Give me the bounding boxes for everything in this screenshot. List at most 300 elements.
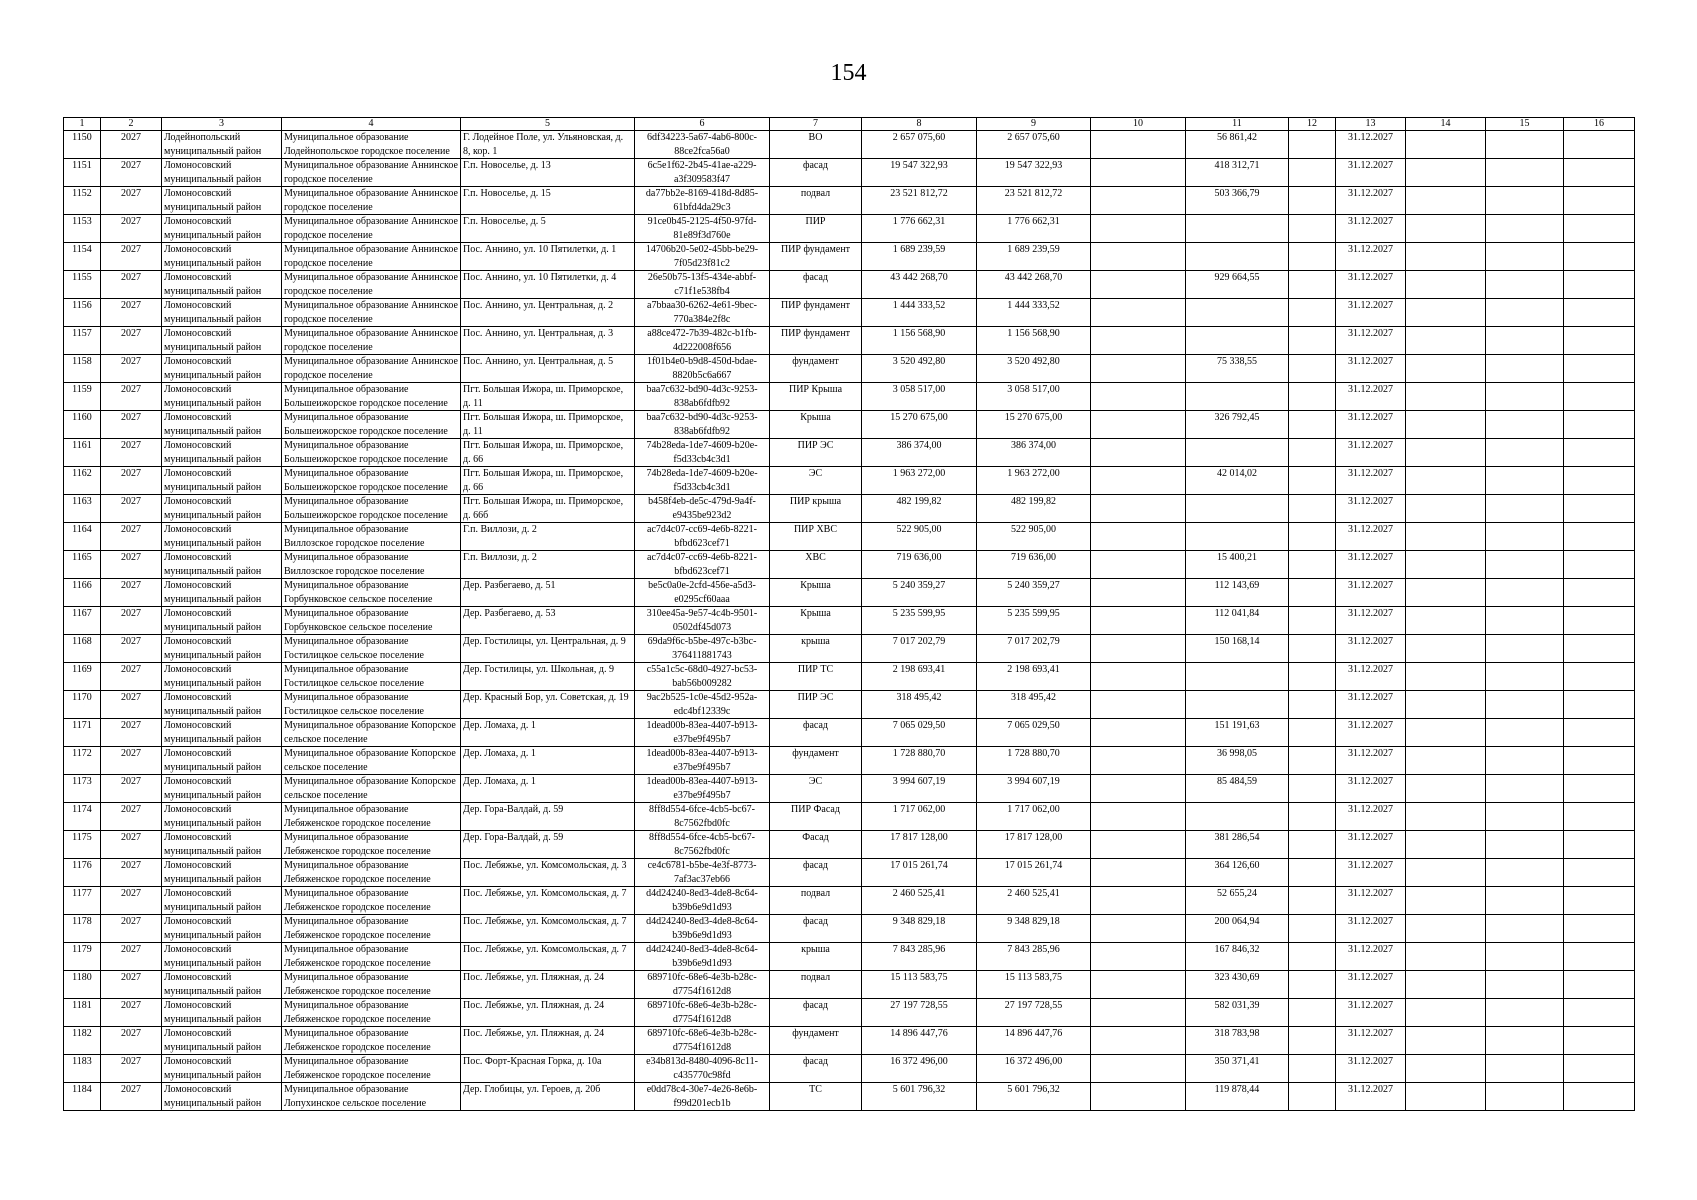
address-cell: Пос. Аннино, ул. Центральная, д. 5 <box>461 355 635 383</box>
col12-cell <box>1289 467 1336 495</box>
address-cell: Дер. Гора-Валдай, д. 59 <box>461 831 635 859</box>
address-cell: Пос. Лебяжье, ул. Пляжная, д. 24 <box>461 971 635 999</box>
row-number-cell: 1158 <box>64 355 101 383</box>
col11-cell <box>1186 691 1289 719</box>
col16-cell <box>1564 159 1635 187</box>
year-cell: 2027 <box>101 943 162 971</box>
district-cell: Ломоносовский муниципальный район <box>162 915 282 943</box>
col15-cell <box>1486 495 1564 523</box>
col15-cell <box>1486 579 1564 607</box>
col10-cell <box>1091 551 1186 579</box>
col12-cell <box>1289 691 1336 719</box>
deadline-cell: 31.12.2027 <box>1336 607 1406 635</box>
work-type-cell: фасад <box>770 859 862 887</box>
guid-cell: 689710fc-68e6-4e3b-b28c-d7754f1612d8 <box>635 999 770 1027</box>
col12-cell <box>1289 299 1336 327</box>
col10-cell <box>1091 131 1186 159</box>
col16-cell <box>1564 299 1635 327</box>
col12-cell <box>1289 271 1336 299</box>
register-table <box>63 117 1635 1111</box>
row-number-cell: 1164 <box>64 523 101 551</box>
district-cell: Ломоносовский муниципальный район <box>162 719 282 747</box>
year-cell: 2027 <box>101 523 162 551</box>
guid-cell: da77bb2e-8169-418d-8d85-61bfd4da29c3 <box>635 187 770 215</box>
guid-cell: 8ff8d554-6fce-4cb5-bc67-8c7562fbd0fc <box>635 803 770 831</box>
work-type-cell: ПИР фундамент <box>770 299 862 327</box>
table-row <box>64 131 1635 159</box>
deadline-cell: 31.12.2027 <box>1336 299 1406 327</box>
total-cost-cell: 2 460 525,41 <box>862 887 977 915</box>
work-type-cell: подвал <box>770 187 862 215</box>
year-cell: 2027 <box>101 691 162 719</box>
col12-cell <box>1289 215 1336 243</box>
year-cell: 2027 <box>101 579 162 607</box>
year-cell: 2027 <box>101 1055 162 1083</box>
col12-cell <box>1289 131 1336 159</box>
work-type-cell: Крыша <box>770 607 862 635</box>
col15-cell <box>1486 635 1564 663</box>
row-number-cell: 1162 <box>64 467 101 495</box>
col14-cell <box>1406 243 1486 271</box>
col15-cell <box>1486 943 1564 971</box>
col12-cell <box>1289 831 1336 859</box>
district-cell: Ломоносовский муниципальный район <box>162 495 282 523</box>
address-cell: Пос. Форт-Красная Горка, д. 10а <box>461 1055 635 1083</box>
col15-cell <box>1486 523 1564 551</box>
cost-cell: 3 058 517,00 <box>977 383 1091 411</box>
col16-cell <box>1564 943 1635 971</box>
district-cell: Ломоносовский муниципальный район <box>162 159 282 187</box>
guid-cell: 1f01b4e0-b9d8-450d-bdae-8820b5c6a667 <box>635 355 770 383</box>
table-row <box>64 383 1635 411</box>
table-row <box>64 411 1635 439</box>
deadline-cell: 31.12.2027 <box>1336 887 1406 915</box>
cost-cell: 19 547 322,93 <box>977 159 1091 187</box>
col16-cell <box>1564 523 1635 551</box>
municipality-cell: Муниципальное образование Большеижорское городское поселение <box>282 495 461 523</box>
row-number-cell: 1166 <box>64 579 101 607</box>
col14-cell <box>1406 691 1486 719</box>
row-number-cell: 1167 <box>64 607 101 635</box>
municipality-cell: Муниципальное образование Аннинское городское поселение <box>282 327 461 355</box>
col11-cell: 75 338,55 <box>1186 355 1289 383</box>
cost-cell: 1 444 333,52 <box>977 299 1091 327</box>
cost-cell: 386 374,00 <box>977 439 1091 467</box>
address-cell: Дер. Гостилицы, ул. Школьная, д. 9 <box>461 663 635 691</box>
col10-cell <box>1091 719 1186 747</box>
district-cell: Ломоносовский муниципальный район <box>162 355 282 383</box>
total-cost-cell: 27 197 728,55 <box>862 999 977 1027</box>
col14-cell <box>1406 271 1486 299</box>
address-cell: Дер. Ломаха, д. 1 <box>461 747 635 775</box>
col16-cell <box>1564 635 1635 663</box>
col10-cell <box>1091 327 1186 355</box>
municipality-cell: Муниципальное образование Лебяженское городское поселение <box>282 1027 461 1055</box>
district-cell: Ломоносовский муниципальный район <box>162 243 282 271</box>
col10-cell <box>1091 411 1186 439</box>
column-number-cell: 13 <box>1336 118 1406 131</box>
col14-cell <box>1406 159 1486 187</box>
work-type-cell: Крыша <box>770 411 862 439</box>
guid-cell: 14706b20-5e02-45bb-be29-7f05d23f81c2 <box>635 243 770 271</box>
work-type-cell: крыша <box>770 943 862 971</box>
col10-cell <box>1091 831 1186 859</box>
guid-cell: d4d24240-8ed3-4de8-8c64-b39b6e9d1d93 <box>635 887 770 915</box>
cost-cell: 15 113 583,75 <box>977 971 1091 999</box>
work-type-cell: фасад <box>770 915 862 943</box>
guid-cell: 689710fc-68e6-4e3b-b28c-d7754f1612d8 <box>635 1027 770 1055</box>
col14-cell <box>1406 215 1486 243</box>
municipality-cell: Муниципальное образование Гостилицкое сельское поселение <box>282 663 461 691</box>
address-cell: Пос. Лебяжье, ул. Комсомольская, д. 7 <box>461 943 635 971</box>
district-cell: Ломоносовский муниципальный район <box>162 607 282 635</box>
year-cell: 2027 <box>101 971 162 999</box>
address-cell: Дер. Разбегаево, д. 53 <box>461 607 635 635</box>
total-cost-cell: 2 198 693,41 <box>862 663 977 691</box>
municipality-cell: Муниципальное образование Большеижорское городское поселение <box>282 411 461 439</box>
col12-cell <box>1289 411 1336 439</box>
col10-cell <box>1091 971 1186 999</box>
col11-cell: 381 286,54 <box>1186 831 1289 859</box>
col11-cell: 582 031,39 <box>1186 999 1289 1027</box>
address-cell: Дер. Гостилицы, ул. Центральная, д. 9 <box>461 635 635 663</box>
col11-cell: 15 400,21 <box>1186 551 1289 579</box>
guid-cell: 74b28eda-1de7-4609-b20e-f5d33cb4c3d1 <box>635 439 770 467</box>
col10-cell <box>1091 159 1186 187</box>
municipality-cell: Муниципальное образование Копорское сельское поселение <box>282 719 461 747</box>
col15-cell <box>1486 131 1564 159</box>
col12-cell <box>1289 495 1336 523</box>
col14-cell <box>1406 663 1486 691</box>
col15-cell <box>1486 1027 1564 1055</box>
col16-cell <box>1564 971 1635 999</box>
deadline-cell: 31.12.2027 <box>1336 523 1406 551</box>
table-row <box>64 1055 1635 1083</box>
work-type-cell: фасад <box>770 999 862 1027</box>
col14-cell <box>1406 971 1486 999</box>
deadline-cell: 31.12.2027 <box>1336 803 1406 831</box>
district-cell: Ломоносовский муниципальный район <box>162 523 282 551</box>
col14-cell <box>1406 523 1486 551</box>
col16-cell <box>1564 187 1635 215</box>
col11-cell: 52 655,24 <box>1186 887 1289 915</box>
cost-cell: 5 235 599,95 <box>977 607 1091 635</box>
guid-cell: d4d24240-8ed3-4de8-8c64-b39b6e9d1d93 <box>635 915 770 943</box>
total-cost-cell: 5 601 796,32 <box>862 1083 977 1111</box>
guid-cell: 8ff8d554-6fce-4cb5-bc67-8c7562fbd0fc <box>635 831 770 859</box>
col11-cell: 323 430,69 <box>1186 971 1289 999</box>
cost-cell: 1 717 062,00 <box>977 803 1091 831</box>
col12-cell <box>1289 719 1336 747</box>
municipality-cell: Муниципальное образование Лодейнопольское городское поселение <box>282 131 461 159</box>
total-cost-cell: 7 843 285,96 <box>862 943 977 971</box>
col14-cell <box>1406 635 1486 663</box>
col14-cell <box>1406 607 1486 635</box>
cost-cell: 9 348 829,18 <box>977 915 1091 943</box>
col11-cell <box>1186 215 1289 243</box>
work-type-cell: фасад <box>770 159 862 187</box>
column-number-cell: 11 <box>1186 118 1289 131</box>
col16-cell <box>1564 831 1635 859</box>
year-cell: 2027 <box>101 187 162 215</box>
col11-cell: 364 126,60 <box>1186 859 1289 887</box>
district-cell: Ломоносовский муниципальный район <box>162 831 282 859</box>
col12-cell <box>1289 635 1336 663</box>
table-row <box>64 579 1635 607</box>
total-cost-cell: 482 199,82 <box>862 495 977 523</box>
deadline-cell: 31.12.2027 <box>1336 1083 1406 1111</box>
deadline-cell: 31.12.2027 <box>1336 411 1406 439</box>
address-cell: Пгт. Большая Ижора, ш. Приморское, д. 66б <box>461 495 635 523</box>
col12-cell <box>1289 663 1336 691</box>
address-cell: Дер. Красный Бор, ул. Советская, д. 19 <box>461 691 635 719</box>
address-cell: Пос. Аннино, ул. 10 Пятилетки, д. 4 <box>461 271 635 299</box>
col10-cell <box>1091 523 1186 551</box>
district-cell: Ломоносовский муниципальный район <box>162 691 282 719</box>
deadline-cell: 31.12.2027 <box>1336 243 1406 271</box>
guid-cell: 69da9f6c-b5be-497c-b3bc-376411881743 <box>635 635 770 663</box>
col12-cell <box>1289 775 1336 803</box>
address-cell: Пос. Лебяжье, ул. Комсомольская, д. 3 <box>461 859 635 887</box>
table-row <box>64 439 1635 467</box>
col11-cell: 503 366,79 <box>1186 187 1289 215</box>
work-type-cell: подвал <box>770 887 862 915</box>
column-number-cell: 14 <box>1406 118 1486 131</box>
column-number-cell: 3 <box>162 118 282 131</box>
municipality-cell: Муниципальное образование Горбунковское сельское поселение <box>282 607 461 635</box>
district-cell: Ломоносовский муниципальный район <box>162 439 282 467</box>
column-number-cell: 6 <box>635 118 770 131</box>
col15-cell <box>1486 411 1564 439</box>
table-row <box>64 691 1635 719</box>
address-cell: Дер. Разбегаево, д. 51 <box>461 579 635 607</box>
col15-cell <box>1486 971 1564 999</box>
guid-cell: baa7c632-bd90-4d3c-9253-838ab6fdfb92 <box>635 383 770 411</box>
work-type-cell: ПИР крыша <box>770 495 862 523</box>
col10-cell <box>1091 383 1186 411</box>
cost-cell: 27 197 728,55 <box>977 999 1091 1027</box>
work-type-cell: фундамент <box>770 355 862 383</box>
col15-cell <box>1486 915 1564 943</box>
col12-cell <box>1289 243 1336 271</box>
municipality-cell: Муниципальное образование Лебяженское городское поселение <box>282 831 461 859</box>
guid-cell: ac7d4c07-cc69-4e6b-8221-bfbd623cef71 <box>635 523 770 551</box>
deadline-cell: 31.12.2027 <box>1336 663 1406 691</box>
municipality-cell: Муниципальное образование Лебяженское городское поселение <box>282 859 461 887</box>
total-cost-cell: 1 728 880,70 <box>862 747 977 775</box>
total-cost-cell: 17 015 261,74 <box>862 859 977 887</box>
total-cost-cell: 522 905,00 <box>862 523 977 551</box>
col11-cell <box>1186 803 1289 831</box>
col11-cell <box>1186 299 1289 327</box>
table-row <box>64 355 1635 383</box>
municipality-cell: Муниципальное образование Аннинское городское поселение <box>282 299 461 327</box>
address-cell: Пгт. Большая Ижора, ш. Приморское, д. 66 <box>461 467 635 495</box>
row-number-cell: 1173 <box>64 775 101 803</box>
col15-cell <box>1486 439 1564 467</box>
col11-cell: 167 846,32 <box>1186 943 1289 971</box>
col12-cell <box>1289 551 1336 579</box>
year-cell: 2027 <box>101 831 162 859</box>
cost-cell: 2 198 693,41 <box>977 663 1091 691</box>
column-number-cell: 9 <box>977 118 1091 131</box>
col10-cell <box>1091 579 1186 607</box>
deadline-cell: 31.12.2027 <box>1336 187 1406 215</box>
row-number-cell: 1176 <box>64 859 101 887</box>
work-type-cell: крыша <box>770 635 862 663</box>
col12-cell <box>1289 187 1336 215</box>
municipality-cell: Муниципальное образование Виллозское городское поселение <box>282 551 461 579</box>
row-number-cell: 1165 <box>64 551 101 579</box>
cost-cell: 43 442 268,70 <box>977 271 1091 299</box>
total-cost-cell: 7 065 029,50 <box>862 719 977 747</box>
year-cell: 2027 <box>101 859 162 887</box>
municipality-cell: Муниципальное образование Лебяженское городское поселение <box>282 943 461 971</box>
col10-cell <box>1091 439 1186 467</box>
row-number-cell: 1175 <box>64 831 101 859</box>
district-cell: Ломоносовский муниципальный район <box>162 383 282 411</box>
address-cell: Пос. Лебяжье, ул. Комсомольская, д. 7 <box>461 887 635 915</box>
table-row <box>64 635 1635 663</box>
address-cell: Пос. Лебяжье, ул. Пляжная, д. 24 <box>461 1027 635 1055</box>
district-cell: Ломоносовский муниципальный район <box>162 411 282 439</box>
cost-cell: 7 065 029,50 <box>977 719 1091 747</box>
guid-cell: 1dead00b-83ea-4407-b913-e37be9f495b7 <box>635 775 770 803</box>
col11-cell: 318 783,98 <box>1186 1027 1289 1055</box>
col10-cell <box>1091 243 1186 271</box>
year-cell: 2027 <box>101 215 162 243</box>
col12-cell <box>1289 1083 1336 1111</box>
work-type-cell: ПИР ТС <box>770 663 862 691</box>
col11-cell: 56 861,42 <box>1186 131 1289 159</box>
deadline-cell: 31.12.2027 <box>1336 775 1406 803</box>
row-number-cell: 1184 <box>64 1083 101 1111</box>
total-cost-cell: 3 520 492,80 <box>862 355 977 383</box>
municipality-cell: Муниципальное образование Аннинское городское поселение <box>282 187 461 215</box>
table-row <box>64 1083 1635 1111</box>
col10-cell <box>1091 1027 1186 1055</box>
col14-cell <box>1406 943 1486 971</box>
col10-cell <box>1091 1083 1186 1111</box>
cost-cell: 719 636,00 <box>977 551 1091 579</box>
total-cost-cell: 7 017 202,79 <box>862 635 977 663</box>
deadline-cell: 31.12.2027 <box>1336 719 1406 747</box>
address-cell: Пос. Аннино, ул. 10 Пятилетки, д. 1 <box>461 243 635 271</box>
deadline-cell: 31.12.2027 <box>1336 383 1406 411</box>
col16-cell <box>1564 747 1635 775</box>
district-cell: Ломоносовский муниципальный район <box>162 663 282 691</box>
table-row <box>64 523 1635 551</box>
row-number-cell: 1181 <box>64 999 101 1027</box>
year-cell: 2027 <box>101 355 162 383</box>
column-number-cell: 15 <box>1486 118 1564 131</box>
col14-cell <box>1406 327 1486 355</box>
col12-cell <box>1289 1055 1336 1083</box>
total-cost-cell: 19 547 322,93 <box>862 159 977 187</box>
district-cell: Ломоносовский муниципальный район <box>162 271 282 299</box>
address-cell: Пос. Лебяжье, ул. Пляжная, д. 24 <box>461 999 635 1027</box>
col12-cell <box>1289 355 1336 383</box>
col10-cell <box>1091 887 1186 915</box>
total-cost-cell: 1 156 568,90 <box>862 327 977 355</box>
col16-cell <box>1564 999 1635 1027</box>
col14-cell <box>1406 299 1486 327</box>
col16-cell <box>1564 859 1635 887</box>
deadline-cell: 31.12.2027 <box>1336 915 1406 943</box>
district-cell: Ломоносовский муниципальный район <box>162 803 282 831</box>
total-cost-cell: 386 374,00 <box>862 439 977 467</box>
cost-cell: 482 199,82 <box>977 495 1091 523</box>
work-type-cell: ЭС <box>770 467 862 495</box>
col14-cell <box>1406 1055 1486 1083</box>
address-cell: Дер. Глобицы, ул. Героев, д. 20б <box>461 1083 635 1111</box>
deadline-cell: 31.12.2027 <box>1336 131 1406 159</box>
work-type-cell: ПИР фундамент <box>770 243 862 271</box>
municipality-cell: Муниципальное образование Лебяженское городское поселение <box>282 803 461 831</box>
cost-cell: 15 270 675,00 <box>977 411 1091 439</box>
deadline-cell: 31.12.2027 <box>1336 831 1406 859</box>
col12-cell <box>1289 887 1336 915</box>
deadline-cell: 31.12.2027 <box>1336 159 1406 187</box>
col12-cell <box>1289 943 1336 971</box>
work-type-cell: ПИР <box>770 215 862 243</box>
work-type-cell: ПИР Крыша <box>770 383 862 411</box>
table-row <box>64 663 1635 691</box>
deadline-cell: 31.12.2027 <box>1336 1027 1406 1055</box>
col12-cell <box>1289 383 1336 411</box>
district-cell: Ломоносовский муниципальный район <box>162 1027 282 1055</box>
year-cell: 2027 <box>101 775 162 803</box>
col12-cell <box>1289 999 1336 1027</box>
table-row <box>64 719 1635 747</box>
col10-cell <box>1091 915 1186 943</box>
year-cell: 2027 <box>101 635 162 663</box>
year-cell: 2027 <box>101 299 162 327</box>
table-row <box>64 971 1635 999</box>
cost-cell: 17 817 128,00 <box>977 831 1091 859</box>
address-cell: Пос. Аннино, ул. Центральная, д. 3 <box>461 327 635 355</box>
cost-cell: 7 017 202,79 <box>977 635 1091 663</box>
table-row <box>64 299 1635 327</box>
col10-cell <box>1091 943 1186 971</box>
work-type-cell: ПИР фундамент <box>770 327 862 355</box>
work-type-cell: ПИР Фасад <box>770 803 862 831</box>
cost-cell: 5 601 796,32 <box>977 1083 1091 1111</box>
guid-cell: a88ce472-7b39-482c-b1fb-4d222008f656 <box>635 327 770 355</box>
col14-cell <box>1406 719 1486 747</box>
col10-cell <box>1091 355 1186 383</box>
column-number-cell: 7 <box>770 118 862 131</box>
col16-cell <box>1564 243 1635 271</box>
col11-cell: 112 041,84 <box>1186 607 1289 635</box>
address-cell: Дер. Гора-Валдай, д. 59 <box>461 803 635 831</box>
district-cell: Ломоносовский муниципальный район <box>162 187 282 215</box>
guid-cell: d4d24240-8ed3-4de8-8c64-b39b6e9d1d93 <box>635 943 770 971</box>
row-number-cell: 1177 <box>64 887 101 915</box>
deadline-cell: 31.12.2027 <box>1336 439 1406 467</box>
municipality-cell: Муниципальное образование Лебяженское городское поселение <box>282 971 461 999</box>
table-row <box>64 999 1635 1027</box>
municipality-cell: Муниципальное образование Лебяженское городское поселение <box>282 1055 461 1083</box>
column-number-cell: 5 <box>461 118 635 131</box>
col10-cell <box>1091 747 1186 775</box>
year-cell: 2027 <box>101 439 162 467</box>
guid-cell: b458f4eb-de5c-479d-9a4f-e9435be923d2 <box>635 495 770 523</box>
col14-cell <box>1406 187 1486 215</box>
total-cost-cell: 1 444 333,52 <box>862 299 977 327</box>
col16-cell <box>1564 607 1635 635</box>
col10-cell <box>1091 775 1186 803</box>
